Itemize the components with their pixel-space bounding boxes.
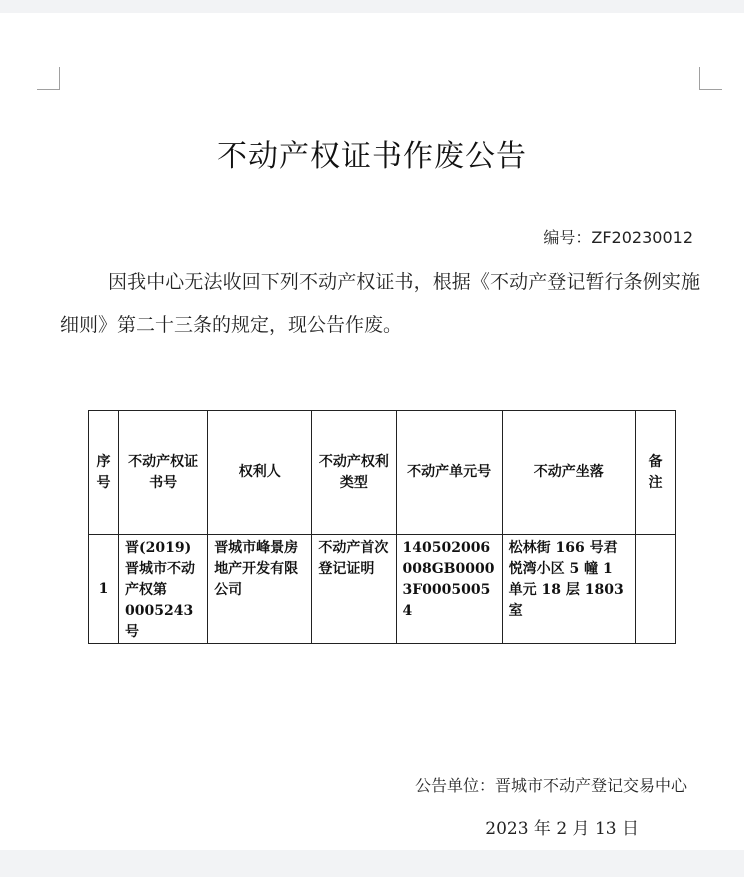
cell-right-type: 不动产首次登记证明 <box>312 535 396 644</box>
cell-seq: 1 <box>89 535 119 644</box>
cell-unit-number: 140502006008GB00003F00050054 <box>396 535 502 644</box>
document-title: 不动产权证书作废公告 <box>217 139 527 174</box>
header-seq: 序号 <box>89 411 119 535</box>
voided-certificates-table <box>88 410 676 644</box>
header-note: 备注 <box>635 411 675 535</box>
header-right-type: 不动产权利类型 <box>312 411 396 535</box>
cell-note <box>635 535 675 644</box>
cell-location: 松林街 166 号君悦湾小区 5 幢 1 单元 18 层 1803 室 <box>502 535 635 644</box>
table-row <box>89 535 676 644</box>
issuer-line: 公告单位：晋城市不动产登记交易中心 <box>414 776 687 795</box>
issue-date: 2023 年 2 月 13 日 <box>485 819 639 839</box>
table-header-row <box>89 411 676 535</box>
document-number: 编号：ZF20230012 <box>543 228 693 247</box>
header-owner: 权利人 <box>208 411 312 535</box>
margin-corner-top-right <box>699 67 722 90</box>
body-paragraph: 因我中心无法收回下列不动产权证书，根据《不动产登记暂行条例实施细则》第二十三条的规定，现公告作废。 <box>60 271 700 336</box>
margin-corner-top-left <box>37 67 60 90</box>
cell-owner: 晋城市峰景房地产开发有限公司 <box>208 535 312 644</box>
header-cert-number: 不动产权证书号 <box>119 411 208 535</box>
header-location: 不动产坐落 <box>502 411 635 535</box>
cell-cert-number: 晋(2019)晋城市不动产权第0005243号 <box>119 535 208 644</box>
document-page <box>0 13 744 850</box>
header-unit-number: 不动产单元号 <box>396 411 502 535</box>
